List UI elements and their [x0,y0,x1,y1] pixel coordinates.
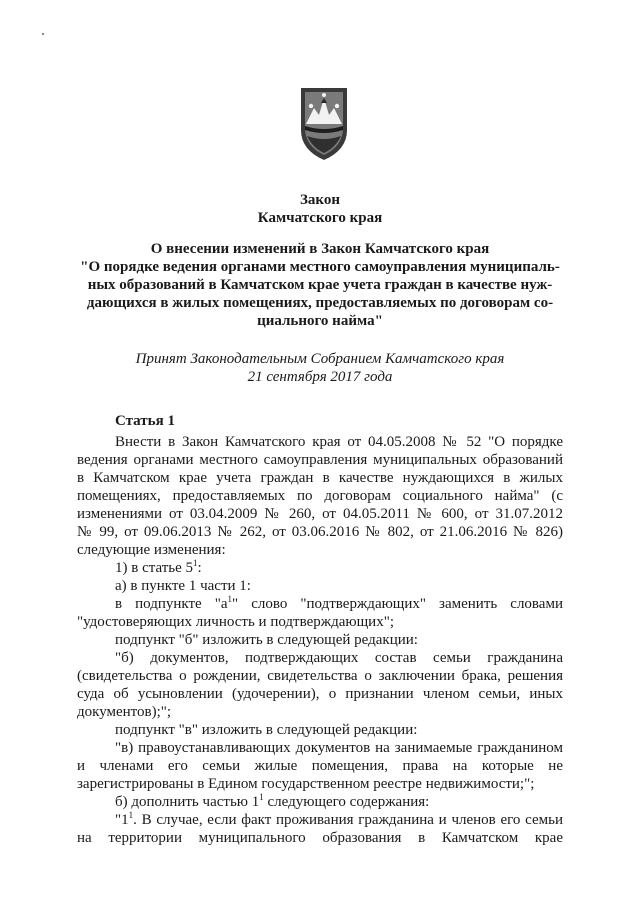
subtitle-line: циального найма" [257,313,383,329]
superscript: 1 [193,558,198,568]
body-line: "в) правоустанавливающих документов на занимаемые гражданином [115,740,563,756]
article-heading: Статья 1 [115,413,175,429]
body-line: на территории муниципального образования в Камчатском крае [77,830,563,846]
subtitle-line: дающихся в жилых помещениях, предоставляемых по договорам со- [86,295,554,311]
body-line: следующие изменения: [77,542,226,558]
body-line: зарегистрированы в Едином государственном реестре недвижимости;"; [77,776,535,792]
body-text: 1) в статье 5 [115,560,194,576]
subtitle-line: О внесении изменений в Закон Камчатского края [150,241,490,257]
adoption-note [0,350,640,386]
law-subtitle [0,240,640,330]
body-line: Внести в Закон Камчатского края от 04.05.2008 № 52 "О порядке [115,434,563,450]
body-line [115,793,429,811]
body-text: в подпункте "а [115,596,228,612]
body-line: и членами его семьи жилые помещения, права на которые не [77,758,563,774]
law-title [0,191,640,227]
adoption-date: 21 сентября 2017 года [247,369,393,385]
scan-speck [42,33,44,35]
body-text: " слово "подтверждающих" заменить словами [232,596,563,612]
body-line: изменениями от 03.04.2009 № 260, от 04.05.2011 № 600, от 31.07.2012 [77,506,563,522]
body-line: а) в пункте 1 части 1: [115,578,251,594]
body-text: б) дополнить частью 1 [115,794,260,810]
adoption-body: Принят Законодательным Собранием Камчатского края [135,351,505,367]
body-line: № 99, от 09.06.2013 № 262, от 03.06.2016 № 802, от 21.06.2016 № 826) [77,524,563,540]
law-title-line-2: Камчатского края [257,210,383,226]
superscript: 1 [259,792,264,802]
body-line: документов);"; [77,704,172,720]
body-line: (свидетельства о рождении, свидетельства о заключении брака, решения [77,668,563,684]
body-line [115,811,563,829]
body-line: суда об усыновлении (удочерении), о признании членом семьи, иных [77,686,563,702]
body-line [115,595,563,613]
body-line: подпункт "б" изложить в следующей редакции: [115,632,418,648]
body-text: следующего содержания: [263,794,430,810]
subtitle-line: ных образований в Камчатском крае учета граждан в качестве нуж- [87,277,553,293]
body-line [115,559,202,577]
body-line: помещениях, предоставляемых по договорам социального найма" (с [77,488,563,504]
superscript: 1 [128,810,134,820]
body-line: в Камчатском крае учета граждан в качестве нуждающихся в жилых [77,470,563,486]
subtitle-line: "О порядке ведения органами местного самоуправления муниципаль- [80,259,560,275]
body-line: "удостоверяющих личность и подтверждающих"; [77,614,394,630]
superscript: 1 [227,594,233,604]
law-title-line-1: Закон [299,192,340,208]
body-line: ведения органами местного самоуправления муниципальных образований [77,452,563,468]
kamchatka-coat-of-arms-emblem [297,84,351,162]
body-text: : [197,560,202,576]
body-text: "1 [115,812,129,828]
body-text: . В случае, если факт проживания гражданина и членов его семьи [133,812,563,828]
body-line: "б) документов, подтверждающих состав семьи гражданина [115,650,563,666]
body-line: подпункт "в" изложить в следующей редакции: [115,722,418,738]
